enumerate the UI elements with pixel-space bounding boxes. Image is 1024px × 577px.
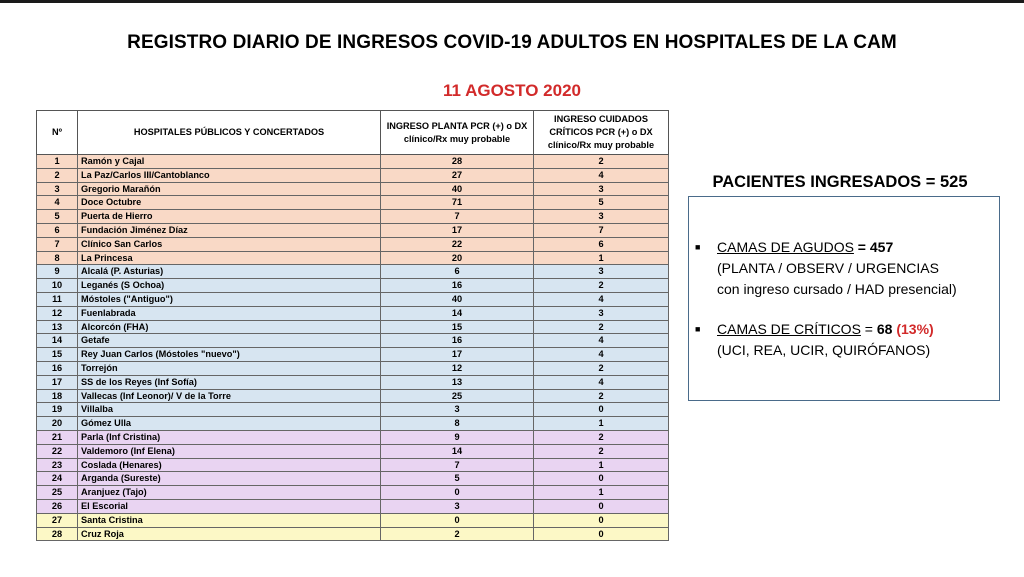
- row-criticos: 2: [534, 389, 669, 403]
- row-criticos: 0: [534, 513, 669, 527]
- row-planta: 28: [381, 155, 534, 169]
- row-criticos: 4: [534, 334, 669, 348]
- row-criticos: 2: [534, 155, 669, 169]
- row-criticos: 3: [534, 265, 669, 279]
- row-planta: 2: [381, 527, 534, 541]
- row-criticos: 0: [534, 472, 669, 486]
- row-criticos: 2: [534, 279, 669, 293]
- row-planta: 14: [381, 306, 534, 320]
- row-number: 17: [37, 375, 78, 389]
- row-hospital: Torrejón: [78, 361, 381, 375]
- row-hospital: Arganda (Sureste): [78, 472, 381, 486]
- report-date: [0, 81, 1024, 101]
- row-planta: 14: [381, 444, 534, 458]
- row-hospital: Alcorcón (FHA): [78, 320, 381, 334]
- row-criticos: 0: [534, 499, 669, 513]
- row-criticos: 0: [534, 527, 669, 541]
- row-number: 24: [37, 472, 78, 486]
- agudos-eq: =: [853, 239, 870, 255]
- table-row: [37, 196, 669, 210]
- table-row: [37, 361, 669, 375]
- row-criticos: 3: [534, 182, 669, 196]
- row-hospital: Alcalá (P. Asturias): [78, 265, 381, 279]
- table-header-row: [37, 111, 669, 155]
- row-number: 18: [37, 389, 78, 403]
- row-planta: 17: [381, 223, 534, 237]
- row-planta: 15: [381, 320, 534, 334]
- row-hospital: Valdemoro (Inf Elena): [78, 444, 381, 458]
- table-row: [37, 430, 669, 444]
- table-body: [37, 155, 669, 541]
- row-criticos: 6: [534, 237, 669, 251]
- row-criticos: 2: [534, 444, 669, 458]
- table-row: [37, 306, 669, 320]
- row-hospital: Rey Juan Carlos (Móstoles "nuevo"): [78, 348, 381, 362]
- row-hospital: Doce Octubre: [78, 196, 381, 210]
- table-row: [37, 513, 669, 527]
- row-criticos: 1: [534, 251, 669, 265]
- row-hospital: Coslada (Henares): [78, 458, 381, 472]
- row-planta: 20: [381, 251, 534, 265]
- table-row: [37, 292, 669, 306]
- table-row: [37, 499, 669, 513]
- criticos-line1: [717, 319, 934, 339]
- row-criticos: 0: [534, 403, 669, 417]
- criticos-eq: =: [860, 321, 877, 337]
- row-number: 21: [37, 430, 78, 444]
- row-planta: 0: [381, 486, 534, 500]
- row-number: 22: [37, 444, 78, 458]
- row-planta: 3: [381, 403, 534, 417]
- row-planta: 22: [381, 237, 534, 251]
- table-row: [37, 251, 669, 265]
- row-number: 8: [37, 251, 78, 265]
- row-planta: 3: [381, 499, 534, 513]
- table-row: [37, 486, 669, 500]
- row-criticos: 4: [534, 168, 669, 182]
- row-number: 23: [37, 458, 78, 472]
- bullet-icon: ■: [695, 242, 701, 252]
- row-number: 12: [37, 306, 78, 320]
- row-criticos: 1: [534, 458, 669, 472]
- row-planta: 7: [381, 210, 534, 224]
- row-planta: 0: [381, 513, 534, 527]
- row-number: 27: [37, 513, 78, 527]
- table-row: [37, 155, 669, 169]
- table-row: [37, 444, 669, 458]
- row-number: 13: [37, 320, 78, 334]
- row-planta: 71: [381, 196, 534, 210]
- row-planta: 8: [381, 417, 534, 431]
- row-hospital: Cruz Roja: [78, 527, 381, 541]
- bullet-icon: ■: [695, 324, 701, 334]
- row-criticos: 2: [534, 361, 669, 375]
- table-row: [37, 472, 669, 486]
- table-row: [37, 210, 669, 224]
- row-hospital: Villalba: [78, 403, 381, 417]
- table-row: [37, 168, 669, 182]
- row-hospital: SS de los Reyes (Inf Sofía): [78, 375, 381, 389]
- row-hospital: Fuenlabrada: [78, 306, 381, 320]
- criticos-line2: (UCI, REA, UCIR, QUIRÓFANOS): [717, 342, 931, 358]
- row-hospital: Parla (Inf Cristina): [78, 430, 381, 444]
- row-number: 2: [37, 168, 78, 182]
- table-row: [37, 279, 669, 293]
- row-criticos: 3: [534, 306, 669, 320]
- hospital-admissions-table: [36, 110, 669, 541]
- row-criticos: 4: [534, 348, 669, 362]
- table-row: [37, 458, 669, 472]
- row-planta: 6: [381, 265, 534, 279]
- row-number: 3: [37, 182, 78, 196]
- row-number: 10: [37, 279, 78, 293]
- row-number: 11: [37, 292, 78, 306]
- row-criticos: 1: [534, 417, 669, 431]
- row-number: 6: [37, 223, 78, 237]
- table-row: [37, 237, 669, 251]
- page-title: REGISTRO DIARIO DE INGRESOS COVID-19 ADULTOS EN HOSPITALES DE LA CAM: [127, 32, 897, 53]
- header-hospital: HOSPITALES PÚBLICOS Y CONCERTADOS: [78, 111, 381, 155]
- row-number: 14: [37, 334, 78, 348]
- row-number: 1: [37, 155, 78, 169]
- row-criticos: 4: [534, 375, 669, 389]
- table-row: [37, 334, 669, 348]
- row-criticos: 2: [534, 320, 669, 334]
- agudos-value: 457: [869, 239, 894, 255]
- table-row: [37, 527, 669, 541]
- table-row: [37, 223, 669, 237]
- row-number: 4: [37, 196, 78, 210]
- row-criticos: 2: [534, 430, 669, 444]
- table-row: [37, 265, 669, 279]
- row-planta: 13: [381, 375, 534, 389]
- table-row: [37, 403, 669, 417]
- header-num: Nº: [37, 111, 78, 155]
- row-number: 15: [37, 348, 78, 362]
- row-number: 20: [37, 417, 78, 431]
- table-row: [37, 375, 669, 389]
- row-number: 5: [37, 210, 78, 224]
- criticos-pct: (13%): [896, 321, 934, 337]
- criticos-value: 68: [876, 321, 893, 337]
- table-row: [37, 417, 669, 431]
- row-planta: 16: [381, 279, 534, 293]
- row-hospital: Clínico San Carlos: [78, 237, 381, 251]
- row-number: 26: [37, 499, 78, 513]
- row-planta: 17: [381, 348, 534, 362]
- row-criticos: 1: [534, 486, 669, 500]
- table-row: [37, 348, 669, 362]
- row-number: 19: [37, 403, 78, 417]
- row-hospital: Getafe: [78, 334, 381, 348]
- row-hospital: La Princesa: [78, 251, 381, 265]
- agudos-line3: con ingreso cursado / HAD presencial): [717, 281, 957, 297]
- row-planta: 12: [381, 361, 534, 375]
- agudos-label: CAMAS DE AGUDOS: [717, 239, 854, 255]
- row-planta: 25: [381, 389, 534, 403]
- header-criticos: INGRESO CUIDADOS CRÍTICOS PCR (+) o DX clínico/Rx muy probable: [534, 111, 669, 155]
- row-number: 7: [37, 237, 78, 251]
- row-hospital: Puerta de Hierro: [78, 210, 381, 224]
- row-hospital: La Paz/Carlos III/Cantoblanco: [78, 168, 381, 182]
- row-planta: 40: [381, 292, 534, 306]
- row-number: 25: [37, 486, 78, 500]
- row-hospital: Aranjuez (Tajo): [78, 486, 381, 500]
- row-hospital: Móstoles ("Antiguo"): [78, 292, 381, 306]
- row-planta: 16: [381, 334, 534, 348]
- row-hospital: Leganés (S Ochoa): [78, 279, 381, 293]
- agudos-line1: [717, 237, 893, 257]
- row-criticos: 3: [534, 210, 669, 224]
- summary-box: [688, 196, 1000, 401]
- header-planta: INGRESO PLANTA PCR (+) o DX clínico/Rx muy probable: [381, 111, 534, 155]
- table-row: [37, 320, 669, 334]
- row-hospital: El Escorial: [78, 499, 381, 513]
- summary-heading: PACIENTES INGRESADOS = 525: [712, 173, 968, 191]
- row-criticos: 5: [534, 196, 669, 210]
- row-number: 28: [37, 527, 78, 541]
- row-hospital: Gregorio Marañón: [78, 182, 381, 196]
- table-row: [37, 182, 669, 196]
- table-row: [37, 389, 669, 403]
- row-number: 9: [37, 265, 78, 279]
- row-hospital: Fundación Jiménez Díaz: [78, 223, 381, 237]
- row-number: 16: [37, 361, 78, 375]
- row-planta: 5: [381, 472, 534, 486]
- row-hospital: Gómez Ulla: [78, 417, 381, 431]
- row-criticos: 4: [534, 292, 669, 306]
- row-criticos: 7: [534, 223, 669, 237]
- agudos-line2: (PLANTA / OBSERV / URGENCIAS: [717, 260, 939, 276]
- row-hospital: Ramón y Cajal: [78, 155, 381, 169]
- row-planta: 40: [381, 182, 534, 196]
- row-hospital: Vallecas (Inf Leonor)/ V de la Torre: [78, 389, 381, 403]
- top-border-line: [0, 0, 1024, 3]
- report-date-text: 11 AGOSTO 2020: [443, 81, 581, 100]
- row-planta: 7: [381, 458, 534, 472]
- row-planta: 9: [381, 430, 534, 444]
- criticos-label: CAMAS DE CRÍTICOS: [717, 321, 861, 337]
- row-hospital: Santa Cristina: [78, 513, 381, 527]
- row-planta: 27: [381, 168, 534, 182]
